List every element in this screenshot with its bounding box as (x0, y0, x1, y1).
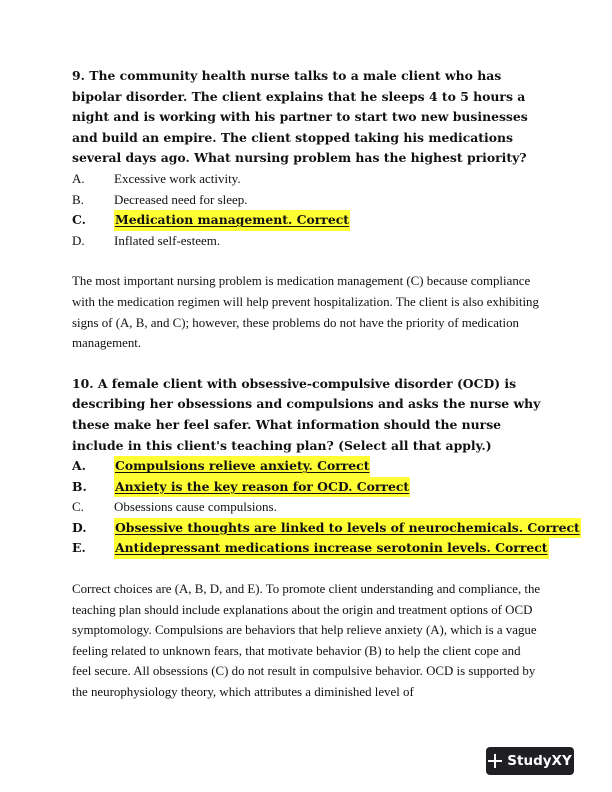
question-9-options (72, 169, 542, 251)
option-letter: B. (72, 478, 87, 494)
explanation-9: The most important nursing problem is medication management (C) because compliance with the medication regimen will help prevent hospitalization. The client is also exhibiting signs of (A, B, and C); however, these problems do not have the priority of medication management. (72, 274, 539, 351)
option-letter: A. (72, 170, 85, 186)
option-9c-correct (72, 210, 542, 231)
studyxy-badge[interactable] (486, 747, 574, 775)
option-10b-correct (72, 477, 542, 498)
option-text: Inflated self-esteem. (114, 232, 221, 248)
document-page (72, 66, 580, 703)
question-9: 9. The community health nurse talks to a male client who has bipolar disorder. The client explains that he sleeps 4 to 5 hours a night and is working with his partner to start two new businesses and build an empire. The client stopped taking his medications several days ago. What nursing problem has the highest priority? (72, 68, 528, 166)
option-text: Decreased need for sleep. (114, 191, 248, 207)
highlighted-answer: Medication management. Correct (114, 210, 350, 231)
option-10a-correct (72, 456, 542, 477)
option-9a (72, 169, 542, 190)
option-letter: D. (72, 519, 87, 535)
badge-label: StudyXY (507, 753, 572, 769)
option-9d (72, 231, 542, 252)
question-10-options (72, 456, 580, 559)
highlighted-answer: Antidepressant medications increase serotonin levels. Correct (114, 538, 549, 559)
option-9b (72, 190, 542, 211)
option-text: Excessive work activity. (114, 170, 241, 186)
highlighted-answer: Obsessive thoughts are linked to levels of neurochemicals. Correct (114, 518, 581, 539)
question-10: 10. A female client with obsessive-compulsive disorder (OCD) is describing her obsessions and compulsions and asks the nurse why these make her feel safer. What information should the nurse include in this client's teaching plan? (Select all that apply.) (72, 375, 541, 453)
plus-icon (488, 754, 502, 768)
option-letter: C. (72, 499, 84, 515)
option-10c (72, 497, 542, 518)
option-letter: B. (72, 191, 84, 207)
option-text: Obsessions cause compulsions. (114, 499, 277, 515)
option-10d-correct (72, 518, 580, 539)
highlighted-answer: Anxiety is the key reason for OCD. Correct (114, 477, 410, 498)
option-letter: C. (72, 212, 86, 228)
highlighted-answer: Compulsions relieve anxiety. Correct (114, 456, 370, 477)
option-letter: D. (72, 232, 85, 248)
option-letter: E. (72, 540, 86, 556)
explanation-10: Correct choices are (A, B, D, and E). To promote client understanding and compliance, the teaching plan should include explanations about the origin and treatment options of OCD symptomology. Compulsions are behaviors that help relieve anxiety (A), which is a vague feeling related to unknown fears, that motivate behavior (B) to help the client cope and feel secure. All obsessions (C) do not result in compulsive behavior. OCD is supported by the neurophysiology theory, which attributes a diminished level of (72, 582, 541, 700)
option-letter: A. (72, 458, 86, 474)
option-10e-correct (72, 538, 548, 559)
